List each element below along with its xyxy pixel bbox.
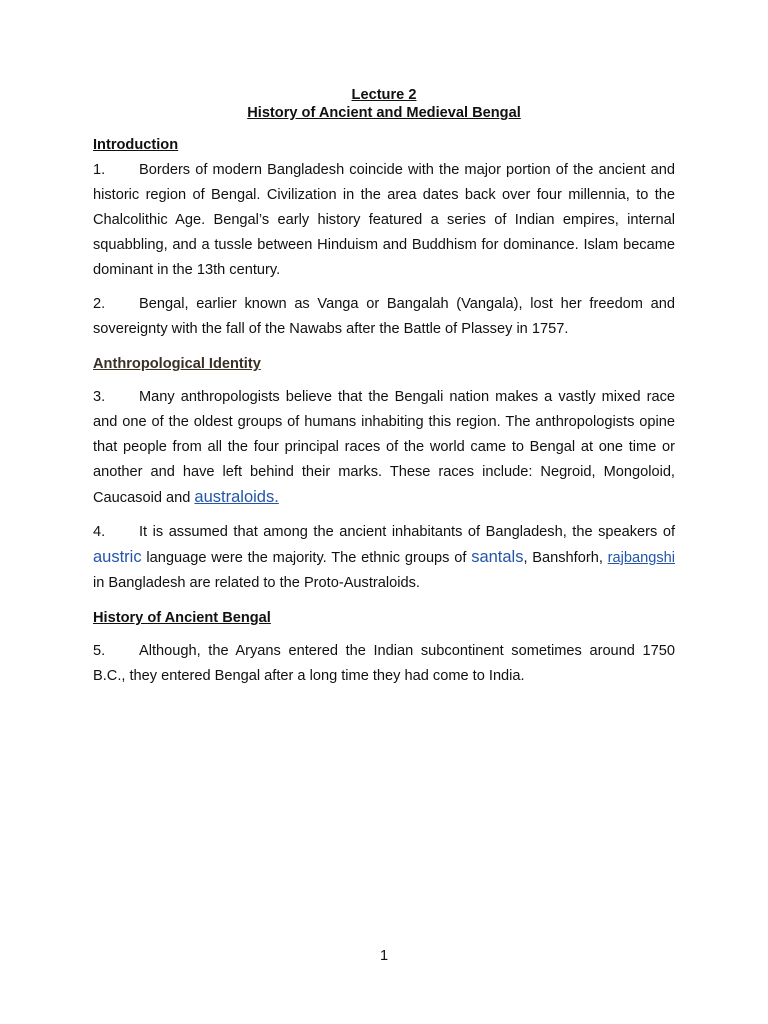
paragraph-5 <box>93 639 675 689</box>
link-rajbangshi[interactable]: rajbangshi <box>607 550 675 566</box>
heading-anthropological-identity: Anthropological Identity <box>93 356 261 372</box>
paragraph-1 <box>93 158 675 283</box>
link-australoids[interactable]: australoids. <box>194 488 279 506</box>
paragraph-number: 4. <box>93 524 106 540</box>
paragraph-number: 3. <box>93 389 106 405</box>
heading-history-of-ancient-bengal: History of Ancient Bengal <box>93 610 271 626</box>
paragraph-4 <box>93 520 675 596</box>
paragraph-number: 1. <box>93 162 106 178</box>
paragraph-text: in Bangladesh are related to the Proto-Australoids. <box>93 575 420 591</box>
paragraph-text: , Banshforh, <box>523 550 608 566</box>
link-santals[interactable]: santals <box>471 548 524 566</box>
paragraph-text: Although, the Aryans entered the Indian subcontinent sometimes around 1750 B.C., they entered Bengal after a long time they had come to India. <box>93 643 675 684</box>
heading-introduction: Introduction <box>93 137 179 153</box>
paragraph-2 <box>93 292 675 342</box>
document-body <box>93 86 675 689</box>
paragraph-3 <box>93 385 675 511</box>
document-title: History of Ancient and Medieval Bengal <box>247 105 521 121</box>
paragraph-text: It is assumed that among the ancient inhabitants of Bangladesh, the speakers of <box>139 524 675 540</box>
page-number: 1 <box>379 948 389 964</box>
paragraph-number: 5. <box>93 643 106 659</box>
paragraph-text: language were the majority. The ethnic groups of <box>141 550 472 566</box>
paragraph-text: Many anthropologists believe that the Bengali nation makes a vastly mixed race and one of the oldest groups of humans inhabiting this region. The anthropologists opine that people from all the four principal races of the world came to Bengal at one time or another and have left behind their marks. These races include: Negroid, Mongoloid, Caucasoid and <box>93 389 675 506</box>
paragraph-text: Borders of modern Bangladesh coincide with the major portion of the ancient and historic region of Bengal. Civilization in the area dates back over four millennia, to the Chalcolithic Age. Bengal’s early history featured a series of Indian empires, internal squabbling, and a tussle between Hinduism and Buddhism for dominance. Islam became dominant in the 13th century. <box>93 162 675 278</box>
paragraph-text: Bengal, earlier known as Vanga or Bangalah (Vangala), lost her freedom and sovereignty with the fall of the Nawabs after the Battle of Plassey in 1757. <box>93 296 675 337</box>
link-austric[interactable]: austric <box>93 548 142 566</box>
lecture-label: Lecture 2 <box>351 87 417 103</box>
paragraph-number: 2. <box>93 296 106 312</box>
